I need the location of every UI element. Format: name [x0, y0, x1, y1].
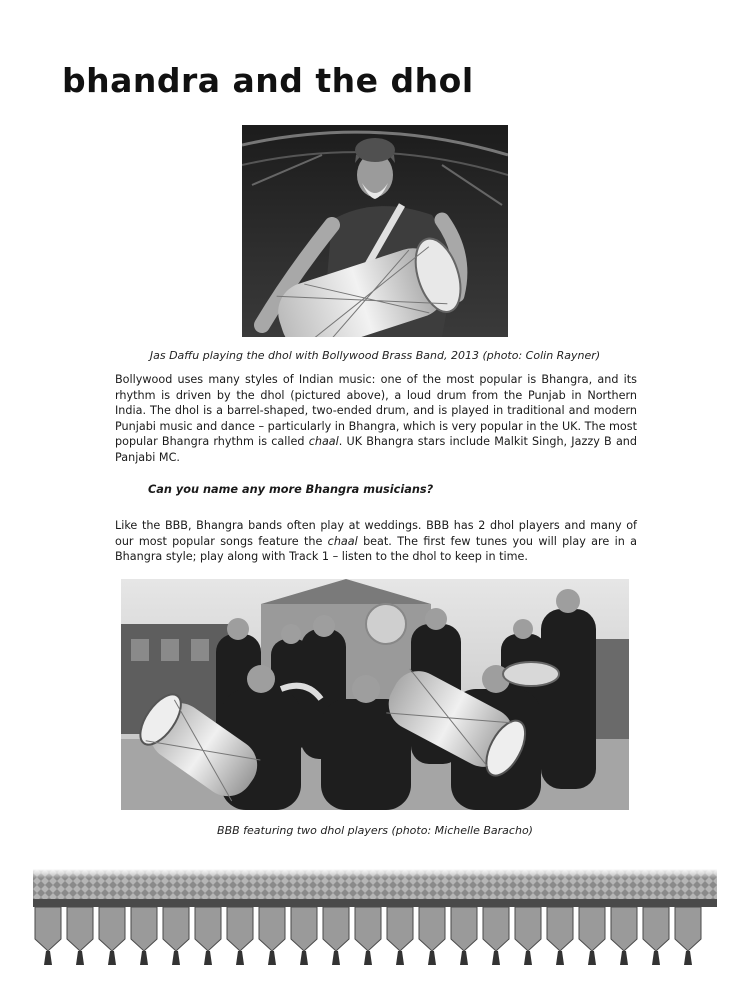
- chaal-term-2: chaal: [327, 534, 358, 548]
- photo-band-group: [121, 579, 629, 810]
- photo2-caption: BBB featuring two dhol players (photo: Michelle Baracho): [217, 824, 533, 837]
- dhol-player-illustration: [242, 125, 508, 337]
- intro-paragraph: Bollywood uses many styles of Indian music: one of the most popular is Bhangra, and its rhythm is driven by the dhol (pictured above), a loud drum from the Punjab in Northern India. The dhol is a barrel-shaped, two-ended drum, and is played in traditional and modern Punjabi music and dance – particularly in Bhangra, which is very popular in the UK. The most popular Bhangra rhythm is called chaal. UK Bhangra stars include Malkit Singh, Jazzy B and Panjabi MC.: [115, 373, 637, 464]
- photo-dhol-player: [242, 125, 508, 337]
- band-group-illustration: [121, 579, 629, 810]
- decorative-tapestry-border: [33, 869, 717, 969]
- photo1-caption: Jas Daffu playing the dhol with Bollywood Brass Band, 2013 (photo: Colin Rayner): [149, 349, 601, 362]
- weddings-paragraph: Like the BBB, Bhangra bands often play at weddings. BBB has 2 dhol players and many of our most popular songs feature the chaal beat. The first few tunes you will play are in a Bhangra style; play along with Track 1 – listen to the dhol to keep in time.: [115, 519, 638, 564]
- page-title: bhandra and the dhol: [62, 61, 474, 100]
- tapestry-illustration: [33, 869, 717, 969]
- chaal-term: chaal: [308, 435, 339, 449]
- bhangra-question: Can you name any more Bhangra musicians?: [148, 483, 434, 496]
